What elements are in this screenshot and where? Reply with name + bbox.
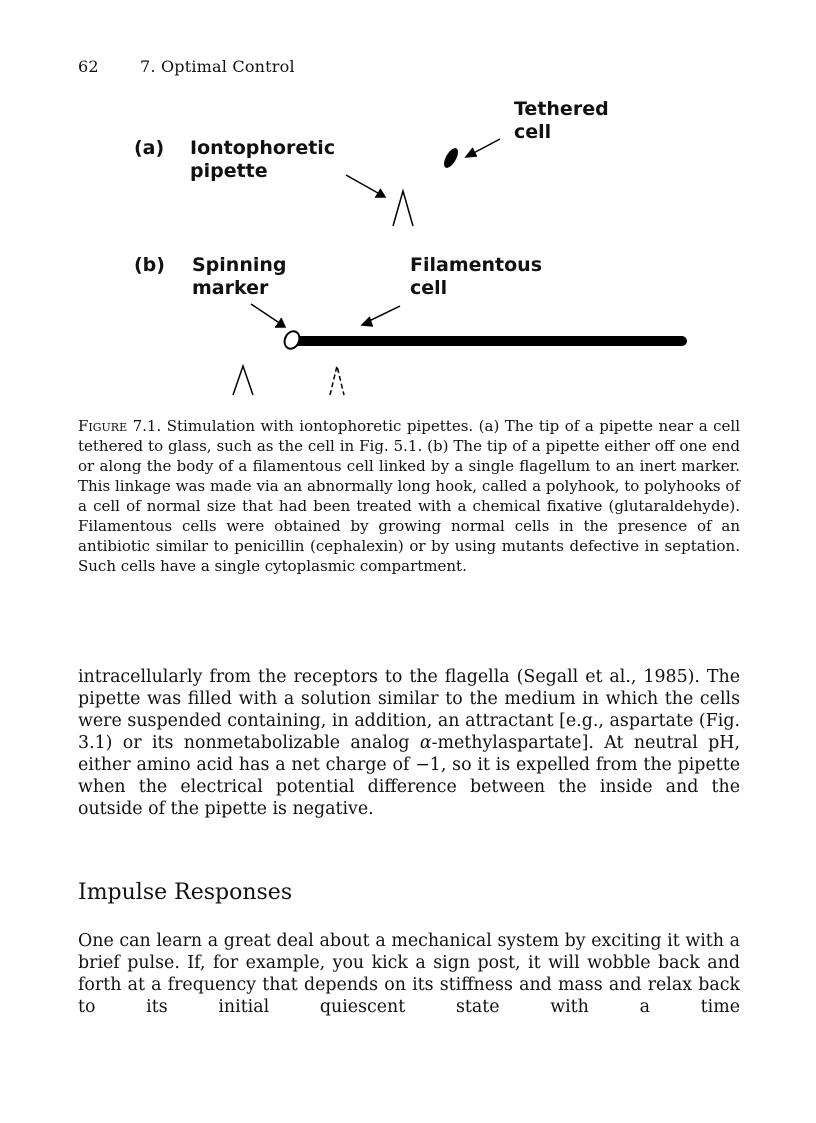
label-tethered-cell: Tethered cell	[514, 98, 609, 143]
caption-text: Stimulation with iontophoretic pipettes. (a) The tip of a pipette near a cell tethered to glass, such as the cell in Fig. 5.1. (b) The tip of a pipette either off one end or along the body of a filamentous cell linked by a single flagellum to an inert marker. This linkage was made via an abnormally long hook, called a polyhook, to polyhooks of a cell of normal size that had been treated with a chemical fixative (glutaraldehyde). Filamentous cells were obtained by growing normal cells in the presence of an antibiotic similar to penicillin (cephalexin) or by using mutants defective in septation. Such cells have a single cytoplasmic compartment.	[78, 417, 740, 575]
section-heading: Impulse Responses	[78, 880, 293, 905]
label-filamentous-cell: Filamentous cell	[410, 254, 543, 299]
tethered-cell	[441, 146, 461, 170]
label-spinning-marker: Spinning marker	[192, 254, 287, 299]
spinning-marker	[282, 329, 302, 351]
iontophoretic-pipette-arrow	[346, 175, 385, 197]
paragraph-1	[78, 666, 740, 820]
pipette-b-body	[330, 366, 344, 395]
filamentous-cell	[290, 336, 687, 346]
alpha-symbol: α	[419, 733, 432, 753]
label-panel-a: (a)	[134, 137, 165, 159]
figure-7-1	[0, 0, 816, 410]
spinning-marker-arrow	[251, 304, 285, 327]
paragraph-2: One can learn a great deal about a mechanical system by exciting it with a brief pulse. If, for example, you kick a sign post, it will wobble back and forth at a frequency that depends on its stiffness and mass and relax back to its initial quiescent state with a time	[78, 931, 740, 1017]
figure-drawing	[0, 0, 816, 410]
caption-label: Figure 7.1.	[78, 417, 162, 435]
label-panel-b: (b)	[134, 254, 165, 276]
page-number: 62	[78, 57, 99, 76]
figure-caption	[78, 416, 740, 576]
chapter-title: 7. Optimal Control	[140, 57, 295, 76]
paragraph-1-part-a: intracellularly from the receptors to the flagella (Segall et al., 1985). The pipette was filled with a solution similar to the medium in which the cells were suspended containing, in addition, an attractant [e.g., aspartate (Fig. 3.1) or its nonmetabolizable analog	[78, 667, 740, 753]
tethered-cell-arrow	[466, 139, 500, 157]
filamentous-cell-arrow	[362, 306, 400, 326]
label-iontophoretic-pipette: Iontophoretic pipette	[190, 137, 336, 182]
pipette-a	[393, 191, 413, 226]
pipette-b-end	[233, 366, 253, 395]
paragraph-1-part-b: -methylaspartate]. At neutral pH, either amino acid has a net charge of −1, so it is expelled from the pipette when the electrical potential difference between the inside and the outside of the pipette is negative.	[78, 733, 740, 819]
